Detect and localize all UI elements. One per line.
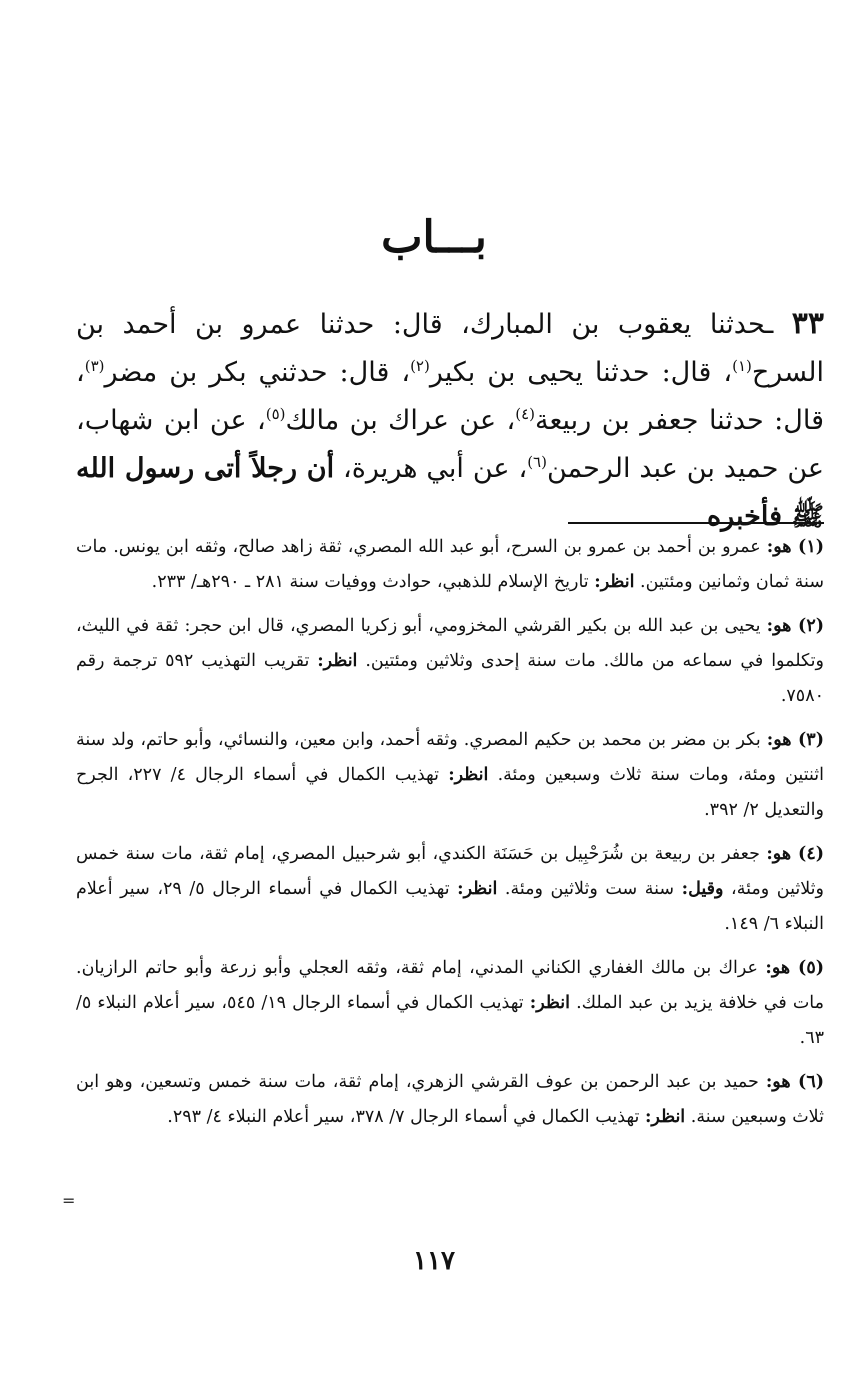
footnote-ref-text: تهذيب الكمال في أسماء الرجال ٧/ ٣٧٨، سير أعلام النبلاء ٤/ ٢٩٣. [167, 1107, 645, 1127]
footnote-lead: (٣) هو: [766, 730, 824, 750]
hadith-part: ، قال: حدثنا يحيى بن بكير [429, 357, 733, 388]
footnote-see: انظر: [457, 879, 498, 899]
chapter-title: بـــاب [381, 212, 487, 263]
footnote-see: انظر: [644, 1107, 686, 1127]
footnote-text: عراك بن مالك الغفاري الكناني المدني، إمام ثقة، وثقه العجلي وأبو زرعة وأبو حاتم الرازيان. مات في خلافة يزيد بن عبد الملك. [76, 958, 825, 1013]
hadith-part: ، عن عراك بن مالك [285, 405, 516, 436]
footnote-2 [76, 609, 824, 714]
footnote-ref[interactable]: (٣) [84, 357, 105, 375]
footnotes [76, 530, 824, 1144]
footnote-lead: (٢) هو: [766, 616, 825, 636]
hadith-part: ، عن أبي هريرة، [334, 453, 528, 484]
footnote-4 [76, 837, 824, 942]
footnote-text: سنة ست وثلاثين ومئة. [497, 879, 682, 899]
footnote-ref-text: تهذيب الكمال في أسماء الرجال ٤/ ٢٢٧، الجرح والتعديل ٢/ ٣٩٢. [76, 765, 824, 820]
footnote-ref[interactable]: (٤) [515, 405, 536, 423]
footnote-see: انظر: [317, 651, 358, 671]
continuation-mark: = [62, 1191, 76, 1210]
footnote-ref[interactable]: (٥) [265, 405, 286, 423]
footnote-ref-text: تقريب التهذيب ٥٩٢ ترجمة رقم ٧٥٨٠. [76, 651, 824, 706]
hadith-text [76, 300, 824, 541]
footnote-lead: (٥) هو: [765, 958, 824, 978]
footnote-also-said: وقيل: [681, 879, 724, 899]
hadith-dash: ـ [765, 309, 792, 340]
hadith-part: ، قال: حدثنا جعفر بن ربيعة [76, 357, 824, 436]
footnote-6 [76, 1065, 824, 1135]
hadith-part: حدثنا يعقوب بن المبارك، قال: حدثنا عمرو بن أحمد بن السرح [76, 309, 825, 388]
footnote-lead: (٦) هو: [765, 1072, 824, 1092]
footnote-ref-text: تهذيب الكمال في أسماء الرجال ٥/ ٢٩، سير أعلام النبلاء ٦/ ١٤٩. [76, 879, 824, 934]
footnote-see: انظر: [448, 765, 489, 785]
hadith-part: ، عن ابن شهاب، عن حميد بن عبد الرحمن [76, 405, 824, 484]
hadith-matn-bold: أن رجلاً أتى رسول الله ﷺ فأخبره [76, 453, 824, 532]
footnote-ref[interactable]: (٦) [527, 453, 547, 471]
footnote-ref[interactable]: (٢) [410, 357, 430, 375]
footnote-text: بكر بن مضر بن محمد بن حكيم المصري. وثقه أحمد، وابن معين، والنسائي، وأبو حاتم، ولد سنة اثنتين ومئة، ومات سنة ثلاث وسبعين ومئة. [76, 730, 824, 785]
hadith-part: ، قال: حدثني بكر بن مضر [104, 357, 411, 388]
footnote-text: عمرو بن أحمد بن عمرو بن السرح، أبو عبد الله المصري، ثقة زاهد صالح، وثقه ابن يونس. مات سنة ثمان وثمانين ومئتين. [76, 537, 824, 592]
footnote-text: جعفر بن ربيعة بن شُرَحْبِيل بن حَسَنَة الكندي، أبو شرحبيل المصري، إمام ثقة، مات سنة خمس وثلاثين ومئة، [76, 844, 824, 899]
footnote-3 [76, 723, 824, 828]
hadith-number: ٣٣ [791, 306, 824, 341]
footnote-5 [76, 951, 824, 1056]
footnote-text: حميد بن عبد الرحمن بن عوف القرشي الزهري، إمام ثقة، مات سنة خمس وتسعين، وهو ابن ثلاث وسبعين سنة. [76, 1072, 824, 1127]
footnote-see: انظر: [594, 572, 635, 592]
footnote-ref[interactable]: (١) [732, 357, 752, 375]
footnote-lead: (١) هو: [766, 537, 825, 557]
footnote-ref-text: تهذيب الكمال في أسماء الرجال ١٩/ ٥٤٥، سير أعلام النبلاء ٥/ ٦٣. [76, 993, 824, 1048]
footnote-separator [568, 522, 824, 524]
footnote-1 [76, 530, 824, 600]
footnote-text: يحيى بن عبد الله بن بكير القرشي المخزومي، أبو زكريا المصري، قال ابن حجر: ثقة في الليث، وتكلموا في سماعه من مالك. مات سنة إحدى وثلاثين ومئتين. [76, 616, 824, 671]
footnote-see: انظر: [529, 993, 570, 1013]
page-number: ١١٧ [413, 1246, 455, 1276]
footnote-ref-text: تاريخ الإسلام للذهبي، حوادث ووفيات سنة ٢٨١ ـ ٢٩٠هـ/ ٢٣٣. [151, 572, 595, 592]
footnote-lead: (٤) هو: [766, 844, 824, 864]
